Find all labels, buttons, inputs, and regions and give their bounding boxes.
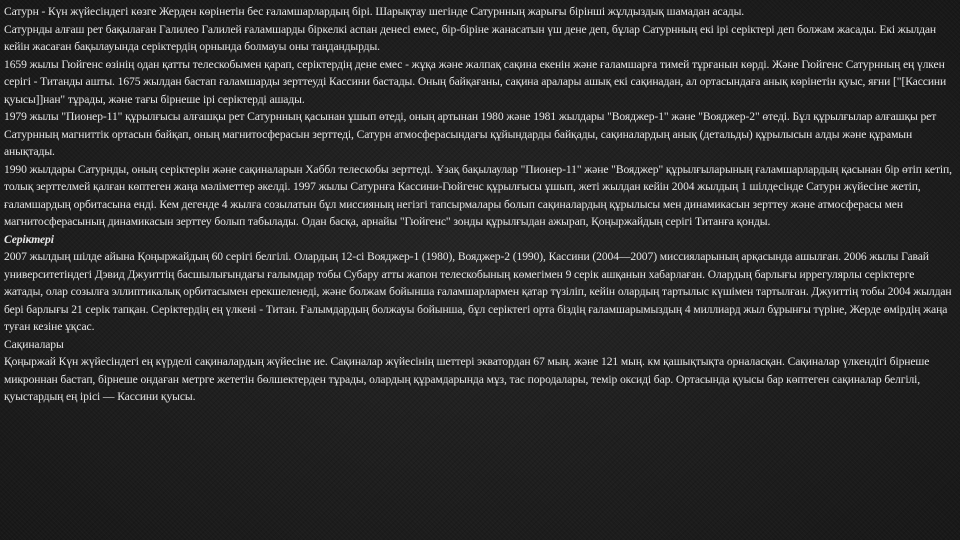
pioneer-paragraph: 1979 жылы "Пионер-11" құрылғысы алғашқы рет Сатурнның қасынан ұшып өтеді, оның артынан 1980 және 1981 жылдары "Вояджер-1" және "Вояджер-2" өтеді. Бұл құрылғылар алғашқы рет Сатурнның магниттік ортасын байқап, оның магнитосферасын зерттеді, Сатурн атмосферасындағы құйындарды байқады, сақиналардың анық (детальды) құрылысын алды және құрамын анықтады.: [4, 110, 937, 158]
satellites-paragraph: 2007 жылдың шілде айына Қоңыржайдың 60 серігі белгілі. Олардың 12-сі Вояджер-1 (1980), Вояджер-2 (1990), Кассини (2004—2007) миссияларының арқасында ашылған. 2006 жылы Гавай университетіндегі Дэвид Джуиттің басшылығындағы ғалымдар тобы Субару атты жапон телескобының көмегімен 9 серік ашқанын хабарлаған. Олардың барлығы иррегулярлы серіктерге жатады, олар созылға эллиптикалық орбитасымен ерекшеленеді, және болжам бойынша ғаламшарлармен қатар түзіліп, кейін олардың тартылыс күшімен тартылған. Джуиттің тобы 2004 жылдан бері барлығы 21 серік тапқан. Серіктердің ең үлкені - Титан. Ғалымдардың болжауы бойынша, бұл серіктегі орта біздің ғаламшарымыздың 4 миллиард жыл бұрынғы түріне, Жерде өмірдің жаңа туған кезіне ұқсас.: [4, 250, 952, 333]
satellites-heading: Серіктері: [4, 232, 54, 246]
slide-text-body: [4, 3, 956, 406]
rings-paragraph: Қоңыржай Күн жүйесіндегі ең күрделі сақиналардың жүйесіне ие. Сақиналар жүйесінің шеттері экватордан 67 мың. және 121 мың. км қашықтықта орналасқан. Сақиналар үлкендігі бірнеше микроннан бастап, бірнеше ондаған метрге жететін бөлшектерден тұрады, олардың құрамдарында мұз, тас породалары, темір оксиді бар. Ортасында қуысы бар көптеген сақиналар белгілі, қуыстардың ең іріci — Кассини қуысы.: [4, 355, 930, 403]
hubble-cassini-paragraph: 1990 жылдары Сатурнды, оның серіктерін және сақиналарын Хаббл телескобы зерттеді. Ұзақ бақылаулар "Пионер-11" және "Вояджер" құрылғыларының ғаламшарлардың қасынан бір өтіп кетіп, толық зерттелмей қалған көптеген жаңа мәліметтер әкелді. 1997 жылы Сатурнға Кассини-Гюйгенс құрылғысы ұшып, жеті жылдан кейін 2004 жылдың 1 шілдесінде Сатурн жүйесіне жетіп, ғаламшардың орбитасына енді. Кем дегенде 4 жылға созылатын бұл миссияның негізгі тапсырмалары болып сақиналардың құрылысы мен динамикасын зерттеу және атмосферасы мен магнитосферасының динамикасын зерттеу болып табылады. Одан басқа, арнайы "Гюйгенс" зонды құрылғыдан ажырап, Қоңыржайдың серігі Титанға қонды.: [4, 162, 952, 228]
galileo-paragraph: Сатурнды алғаш рет бақылаған Галилео Галилей ғаламшарды біркелкі аспан денесі емес, бір-біріне жанасатын үш дене деп, бұлар Сатурнның екі ірі серіктері деп болжам жасады. Екі жылдан кейін жасаған бақылауында серіктердің орнында болмауы оны таңдандырды.: [4, 22, 937, 53]
huygens-paragraph: 1659 жылы Гюйгенс өзінің одан қатты телескобымен қарап, серіктердің дене емес - жұқа және жалпақ сақина екенін және ғаламшарға тимей тұрғанын көрді. Және Гюйгенс Сатурнның ең үлкен серігі - Титанды ашты. 1675 жылдан бастап ғаламшарды зерттеуді Кассини бастады. Оның байқағаны, сақина аралары ашық екі сақинадан, ал ортасындаға анық көрінетін қуыс, яғни ["[Кассини қуысы]]нан" тұрады, және тағы бірнеше ірі серіктерді ашады.: [4, 57, 947, 106]
intro-paragraph: Сатурн - Күн жүйесіндегі көзге Жерден көрінетін бес ғаламшарлардың бірі. Шарықтау шегінде Сатурнның жарығы бірінші жұлдыздық шамадан асады.: [4, 5, 745, 18]
rings-heading: Сақиналары: [4, 337, 64, 351]
